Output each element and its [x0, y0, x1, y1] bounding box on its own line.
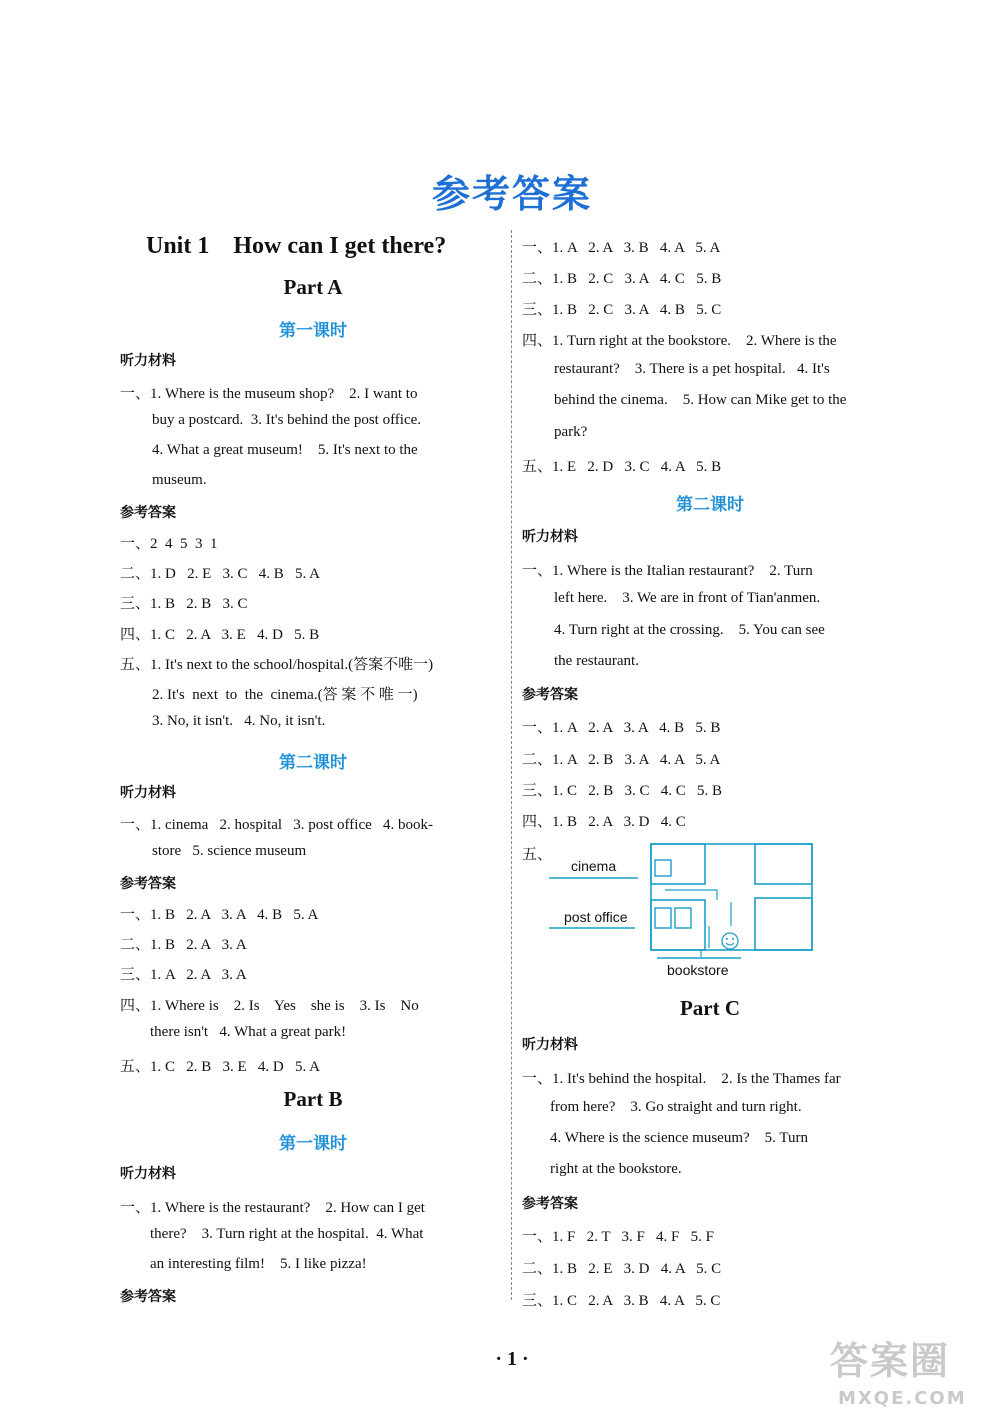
watermark-logo: 答案圈	[830, 1339, 951, 1383]
page-title: 参考答案	[431, 172, 592, 216]
cinema-label: cinema	[571, 858, 617, 874]
route-map-diagram	[545, 840, 820, 985]
text-line: 一、1. cinema 2. hospital 3. post office 4. book-	[120, 817, 434, 833]
bookstore-label: bookstore	[667, 962, 729, 978]
text-line: 二、1. A 2. B 3. A 4. A 5. A	[522, 752, 721, 768]
map-outline	[651, 844, 812, 950]
listening-label: 听力材料	[120, 785, 176, 801]
smiley-eye	[732, 938, 734, 940]
listening-label: 听力材料	[120, 353, 176, 369]
map-block	[755, 898, 812, 950]
text-line: behind the cinema. 5. How can Mike get to the	[554, 392, 847, 408]
map-building	[675, 908, 691, 928]
text-line: 五、1. E 2. D 3. C 4. A 5. B	[522, 459, 722, 475]
unit-title: Unit 1 How can I get there?	[146, 233, 447, 259]
text-line: 4. What a great museum! 5. It's next to the	[152, 442, 418, 458]
answers-label: 参考答案	[120, 876, 176, 892]
text-line: museum.	[152, 472, 207, 488]
post-office-label: post office	[564, 909, 628, 925]
text-line: store 5. science museum	[152, 843, 307, 859]
text-line: 二、1. B 2. C 3. A 4. C 5. B	[522, 271, 722, 287]
text-line: 3. No, it isn't. 4. No, it isn't.	[152, 713, 326, 729]
answers-label: 参考答案	[120, 1289, 176, 1305]
smiley-icon	[722, 933, 738, 949]
text-line: 三、1. C 2. A 3. B 4. A 5. C	[522, 1293, 721, 1309]
text-line: 三、1. B 2. C 3. A 4. B 5. C	[522, 302, 722, 318]
text-line: 三、1. C 2. B 3. C 4. C 5. B	[522, 783, 723, 799]
text-line: 2. It's next to the cinema.(答 案 不 唯 一)	[152, 687, 418, 703]
text-line: 四、1. B 2. A 3. D 4. C	[522, 814, 686, 830]
part-c-heading: Part C	[679, 996, 741, 1020]
text-line: 一、1. A 2. A 3. A 4. B 5. B	[522, 720, 721, 736]
answers-label: 参考答案	[522, 1196, 578, 1212]
text-line: 4. Where is the science museum? 5. Turn	[550, 1130, 809, 1146]
text-line: 三、1. A 2. A 3. A	[120, 967, 247, 983]
text-line: there? 3. Turn right at the hospital. 4. What	[150, 1226, 424, 1242]
text-line: the restaurant.	[554, 653, 639, 669]
text-line: 一、2 4 5 3 1	[120, 536, 218, 552]
page-number: · 1 ·	[495, 1348, 529, 1370]
text-line: 二、1. B 2. E 3. D 4. A 5. C	[522, 1261, 722, 1277]
text-line: 一、1. A 2. A 3. B 4. A 5. A	[522, 240, 721, 256]
text-line: 一、1. Where is the Italian restaurant? 2. Turn	[522, 563, 813, 579]
text-line: 五、	[522, 847, 553, 863]
map-block	[755, 844, 812, 884]
column-divider	[511, 230, 513, 1300]
lesson-heading: 第一课时	[279, 1134, 347, 1154]
watermark-url: MXQE.COM	[838, 1388, 967, 1409]
text-line: 一、1. F 2. T 3. F 4. F 5. F	[522, 1229, 714, 1245]
text-line: an interesting film! 5. I like pizza!	[150, 1256, 367, 1272]
part-b-heading: Part B	[283, 1087, 343, 1111]
listening-label: 听力材料	[120, 1166, 176, 1182]
text-line: left here. 3. We are in front of Tian'anmen.	[554, 590, 821, 606]
text-line: 一、1. Where is the restaurant? 2. How can I get	[120, 1200, 425, 1216]
cinema-block	[651, 844, 705, 884]
answers-label: 参考答案	[522, 687, 578, 703]
listening-label: 听力材料	[522, 529, 578, 545]
text-line: 一、1. It's behind the hospital. 2. Is the Thames far	[522, 1071, 841, 1087]
listening-label: 听力材料	[522, 1037, 578, 1053]
answers-label: 参考答案	[120, 505, 176, 521]
part-a-heading: Part A	[283, 275, 343, 299]
text-line: right at the bookstore.	[550, 1161, 682, 1177]
post-office-building	[655, 908, 671, 928]
text-line: from here? 3. Go straight and turn right.	[550, 1099, 802, 1115]
text-line: 一、1. B 2. A 3. A 4. B 5. A	[120, 907, 319, 923]
lesson-heading: 第二课时	[676, 495, 744, 515]
text-line: 四、1. Where is 2. Is Yes she is 3. Is No	[120, 998, 419, 1014]
text-line: 五、1. It's next to the school/hospital.(答案不唯一)	[120, 657, 434, 673]
text-line: 四、1. C 2. A 3. E 4. D 5. B	[120, 627, 320, 643]
text-line: buy a postcard. 3. It's behind the post office.	[152, 412, 422, 428]
text-line: 三、1. B 2. B 3. C	[120, 596, 248, 612]
text-line: there isn't 4. What a great park!	[150, 1024, 347, 1040]
text-line: 二、1. D 2. E 3. C 4. B 5. A	[120, 566, 321, 582]
smiley-eye	[726, 938, 728, 940]
text-line: 4. Turn right at the crossing. 5. You can see	[554, 622, 825, 638]
text-line: restaurant? 3. There is a pet hospital. 4. It's	[554, 361, 830, 377]
text-line: 五、1. C 2. B 3. E 4. D 5. A	[120, 1059, 321, 1075]
text-line: 四、1. Turn right at the bookstore. 2. Where is the	[522, 333, 837, 349]
cinema-building	[655, 860, 671, 876]
lesson-heading: 第一课时	[279, 321, 347, 341]
text-line: 二、1. B 2. A 3. A	[120, 937, 247, 953]
lesson-heading: 第二课时	[279, 753, 347, 773]
text-line: 一、1. Where is the museum shop? 2. I want to	[120, 386, 418, 402]
smiley-mouth	[726, 943, 734, 945]
text-line: park?	[554, 424, 588, 440]
